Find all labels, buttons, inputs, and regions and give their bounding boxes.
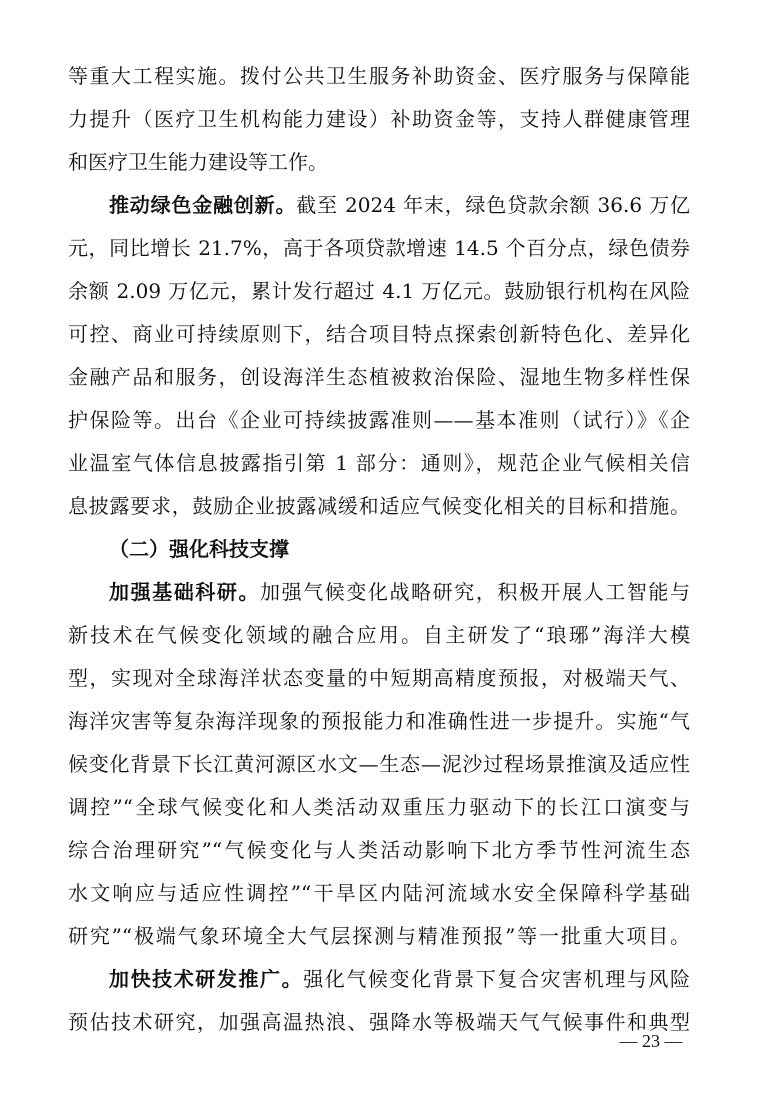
text-line: 等重大工程实施。拨付公共卫生服务补助资金、医疗服务与保障能 [68,64,690,88]
text-line: 元，同比增长 21.7%，高于各项贷款增速 14.5 个百分点，绿色债券 [68,236,690,260]
text-line: 综合治理研究”“气候变化与人类活动影响下北方季节性河流生态 [68,838,690,862]
text-line: 型，实现对全球海洋状态变量的中短期高精度预报，对极端天气、 [68,666,690,690]
paragraph-first-line [109,579,690,605]
section-heading: （二）强化科技支撑 [109,537,289,561]
text-line: 预估技术研究，加强高温热浪、强降水等极端天气气候事件和典型 [68,1010,690,1034]
paragraph-first-line [109,966,690,992]
text-line: 研究”“极端气象环境全大气层探测与精准预报”等一批重大项目。 [68,924,690,948]
paragraph-lead: 加强基础科研。 [109,580,261,604]
text-line: 余额 2.09 万亿元，累计发行超过 4.1 万亿元。鼓励银行机构在风险 [68,279,690,303]
paragraph-text: 强化气候变化背景下复合灾害机理与风险 [303,967,691,991]
text-line: 海洋灾害等复杂海洋现象的预报能力和准确性进一步提升。实施“气 [68,709,690,733]
paragraph-text: 加强气候变化战略研究，积极开展人工智能与 [260,580,691,604]
text-line: 和医疗卫生能力建设等工作。 [68,150,328,174]
text-line: 力提升（医疗卫生机构能力建设）补助资金等，支持人群健康管理 [68,107,690,131]
paragraph-lead: 推动绿色金融创新。 [109,193,297,217]
text-line: 护保险等。出台《企业可持续披露准则——基本准则（试行）》《企 [68,408,690,432]
text-line: 候变化背景下长江黄河源区水文—生态—泥沙过程场景推演及适应性 [68,752,690,776]
text-line: 息披露要求，鼓励企业披露减缓和适应气候变化相关的目标和措施。 [68,494,690,518]
text-line: 金融产品和服务，创设海洋生态植被救治保险、湿地生物多样性保 [68,365,690,389]
page-number: — 23 — [619,1031,683,1051]
text-line: 可控、商业可持续原则下，结合项目特点探索创新特色化、差异化 [68,322,690,346]
paragraph-text: 截至 2024 年末，绿色贷款余额 36.6 万亿 [296,193,691,217]
text-line: 新技术在气候变化领域的融合应用。自主研发了“琅琊”海洋大模 [68,623,690,647]
text-line: 水文响应与适应性调控”“干旱区内陆河流域水安全保障科学基础 [68,881,690,905]
paragraph-first-line [109,192,690,218]
text-line: 调控”“全球气候变化和人类活动双重压力驱动下的长江口演变与 [68,795,690,819]
text-line: 业温室气体信息披露指引第 1 部分：通则》，规范企业气候相关信 [68,451,690,475]
paragraph-lead: 加快技术研发推广。 [109,967,304,991]
